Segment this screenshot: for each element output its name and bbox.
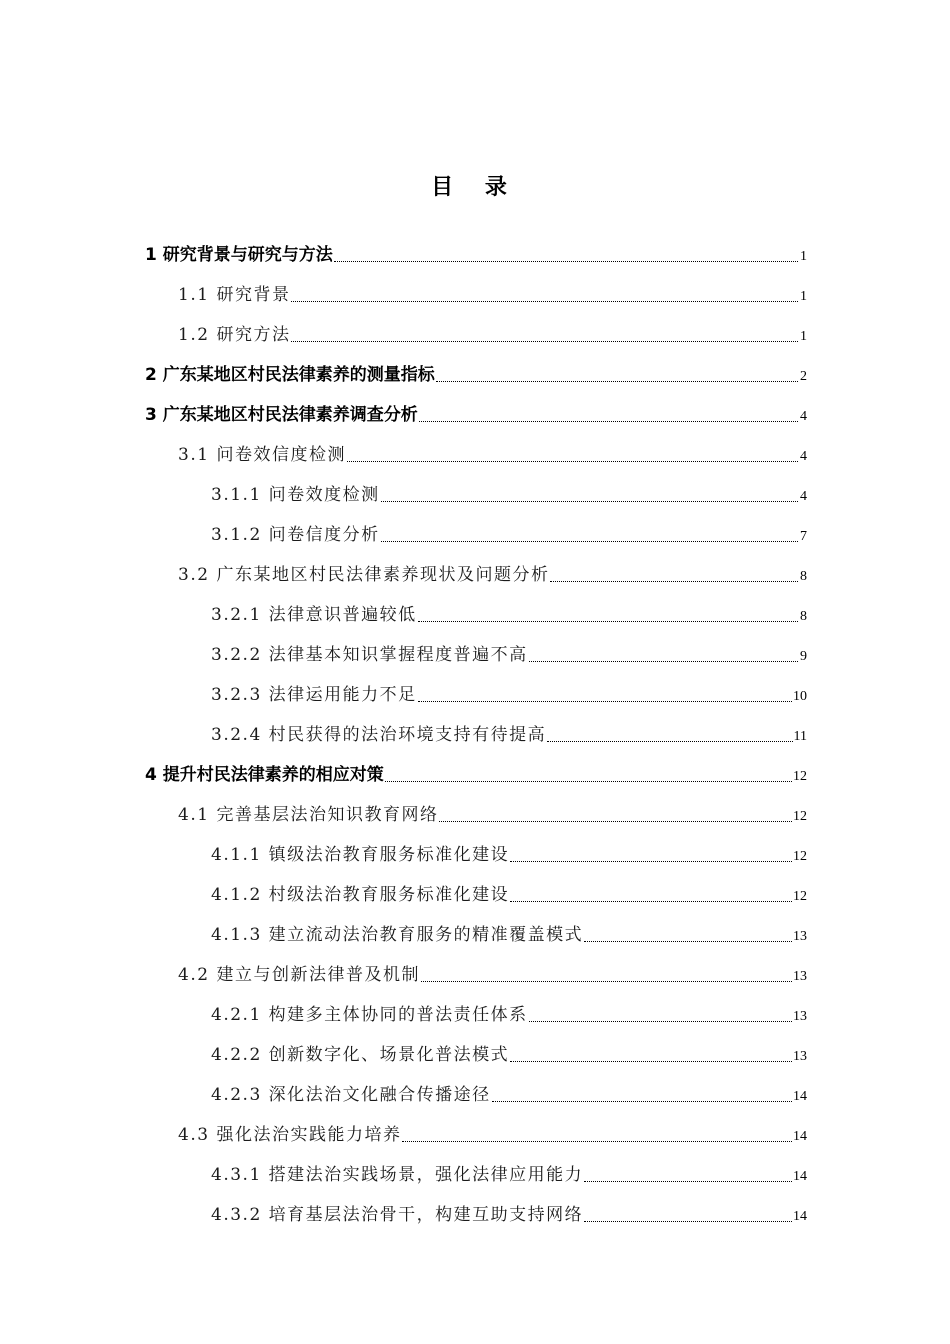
toc-entry-4-3-1[interactable] bbox=[145, 1152, 807, 1192]
toc-page-number: 14 bbox=[793, 1129, 807, 1144]
dot-leader bbox=[550, 575, 798, 582]
dot-leader bbox=[385, 775, 792, 782]
toc-page-number: 13 bbox=[793, 929, 807, 944]
dot-leader bbox=[529, 1015, 792, 1022]
toc-page-number: 2 bbox=[800, 369, 807, 384]
toc-page-number: 12 bbox=[793, 769, 807, 784]
toc-page-number: 9 bbox=[800, 649, 807, 664]
toc-entry-3-1-2[interactable] bbox=[145, 512, 807, 552]
toc-entry-4-2[interactable] bbox=[145, 952, 807, 992]
table-of-contents bbox=[145, 232, 807, 1232]
toc-entry-4-1-2[interactable] bbox=[145, 872, 807, 912]
toc-entry-3-2-2[interactable] bbox=[145, 632, 807, 672]
dot-leader bbox=[510, 895, 792, 902]
dot-leader bbox=[291, 335, 798, 342]
dot-leader bbox=[347, 455, 798, 462]
toc-entry-label: 3.2.3 法律运用能力不足 bbox=[211, 685, 417, 705]
toc-page-number: 1 bbox=[800, 249, 807, 264]
toc-entry-4-2-1[interactable] bbox=[145, 992, 807, 1032]
toc-entry-4-1-1[interactable] bbox=[145, 832, 807, 872]
toc-entry-label: 1.2 研究方法 bbox=[178, 325, 291, 345]
dot-leader bbox=[291, 295, 798, 302]
toc-title: 目 录 bbox=[431, 175, 519, 200]
toc-page-number: 1 bbox=[800, 289, 807, 304]
toc-page-number: 11 bbox=[793, 729, 807, 744]
toc-page-number: 12 bbox=[793, 849, 807, 864]
toc-entry-label: 4.3.2 培育基层法治骨干，构建互助支持网络 bbox=[211, 1205, 584, 1225]
dot-leader bbox=[492, 1095, 792, 1102]
toc-entry-3[interactable] bbox=[145, 392, 807, 432]
dot-leader bbox=[547, 735, 792, 742]
dot-leader bbox=[439, 815, 792, 822]
toc-entry-3-2-3[interactable] bbox=[145, 672, 807, 712]
toc-entry-label: 3.1.2 问卷信度分析 bbox=[211, 525, 380, 545]
toc-page-number: 14 bbox=[793, 1209, 807, 1224]
toc-entry-label: 2 广东某地区村民法律素养的测量指标 bbox=[145, 365, 435, 385]
toc-page-number: 4 bbox=[800, 409, 807, 424]
dot-leader bbox=[419, 415, 798, 422]
toc-page-number: 8 bbox=[800, 609, 807, 624]
dot-leader bbox=[436, 375, 798, 382]
toc-entry-label: 3.2 广东某地区村民法律素养现状及问题分析 bbox=[178, 565, 550, 585]
toc-entry-label: 3.1.1 问卷效度检测 bbox=[211, 485, 380, 505]
toc-entry-4-1[interactable] bbox=[145, 792, 807, 832]
toc-entry-4-2-2[interactable] bbox=[145, 1032, 807, 1072]
toc-entry-2[interactable] bbox=[145, 352, 807, 392]
toc-entry-4-3-2[interactable] bbox=[145, 1192, 807, 1232]
toc-page-number: 13 bbox=[793, 1009, 807, 1024]
toc-entry-label: 3 广东某地区村民法律素养调查分析 bbox=[145, 405, 418, 425]
dot-leader bbox=[381, 495, 798, 502]
toc-page-number: 4 bbox=[800, 449, 807, 464]
toc-page-number: 14 bbox=[793, 1089, 807, 1104]
toc-entry-3-1-1[interactable] bbox=[145, 472, 807, 512]
toc-entry-label: 4 提升村民法律素养的相应对策 bbox=[145, 765, 384, 785]
dot-leader bbox=[529, 655, 798, 662]
toc-entry-label: 3.1 问卷效信度检测 bbox=[178, 445, 346, 465]
dot-leader bbox=[584, 935, 792, 942]
toc-entry-label: 4.1.1 镇级法治教育服务标准化建设 bbox=[211, 845, 510, 865]
toc-entry-label: 1 研究背景与研究与方法 bbox=[145, 245, 333, 265]
toc-entry-1-2[interactable] bbox=[145, 312, 807, 352]
toc-entry-label: 4.1.2 村级法治教育服务标准化建设 bbox=[211, 885, 510, 905]
dot-leader bbox=[402, 1135, 792, 1142]
toc-entry-label: 4.1 完善基层法治知识教育网络 bbox=[178, 805, 439, 825]
toc-page-number: 14 bbox=[793, 1169, 807, 1184]
toc-entry-3-1[interactable] bbox=[145, 432, 807, 472]
toc-entry-3-2-4[interactable] bbox=[145, 712, 807, 752]
toc-entry-label: 4.3 强化法治实践能力培养 bbox=[178, 1125, 402, 1145]
dot-leader bbox=[510, 1055, 792, 1062]
toc-entry-4-3[interactable] bbox=[145, 1112, 807, 1152]
toc-page-number: 7 bbox=[800, 529, 807, 544]
toc-page-number: 8 bbox=[800, 569, 807, 584]
toc-page-number: 1 bbox=[800, 329, 807, 344]
toc-page-number: 10 bbox=[793, 689, 807, 704]
toc-entry-1-1[interactable] bbox=[145, 272, 807, 312]
toc-entry-label: 4.2 建立与创新法律普及机制 bbox=[178, 965, 420, 985]
toc-entry-3-2[interactable] bbox=[145, 552, 807, 592]
toc-entry-4-2-3[interactable] bbox=[145, 1072, 807, 1112]
toc-page-number: 4 bbox=[800, 489, 807, 504]
dot-leader bbox=[418, 615, 798, 622]
toc-entry-label: 4.2.2 创新数字化、场景化普法模式 bbox=[211, 1045, 510, 1065]
dot-leader bbox=[510, 855, 792, 862]
toc-page-number: 12 bbox=[793, 809, 807, 824]
dot-leader bbox=[421, 975, 792, 982]
toc-entry-label: 4.2.3 深化法治文化融合传播途径 bbox=[211, 1085, 491, 1105]
toc-entry-label: 3.2.2 法律基本知识掌握程度普遍不高 bbox=[211, 645, 528, 665]
toc-entry-label: 4.2.1 构建多主体协同的普法责任体系 bbox=[211, 1005, 528, 1025]
dot-leader bbox=[584, 1175, 792, 1182]
dot-leader bbox=[381, 535, 798, 542]
dot-leader bbox=[418, 695, 792, 702]
toc-page-number: 13 bbox=[793, 1049, 807, 1064]
toc-entry-label: 1.1 研究背景 bbox=[178, 285, 291, 305]
toc-entry-label: 3.2.1 法律意识普遍较低 bbox=[211, 605, 417, 625]
toc-entry-3-2-1[interactable] bbox=[145, 592, 807, 632]
toc-page-number: 13 bbox=[793, 969, 807, 984]
dot-leader bbox=[334, 255, 798, 262]
dot-leader bbox=[584, 1215, 792, 1222]
toc-entry-1[interactable] bbox=[145, 232, 807, 272]
toc-entry-4-1-3[interactable] bbox=[145, 912, 807, 952]
toc-entry-label: 3.2.4 村民获得的法治环境支持有待提高 bbox=[211, 725, 547, 745]
toc-entry-label: 4.3.1 搭建法治实践场景，强化法律应用能力 bbox=[211, 1165, 584, 1185]
toc-page-number: 12 bbox=[793, 889, 807, 904]
toc-entry-label: 4.1.3 建立流动法治教育服务的精准覆盖模式 bbox=[211, 925, 584, 945]
toc-entry-4[interactable] bbox=[145, 752, 807, 792]
